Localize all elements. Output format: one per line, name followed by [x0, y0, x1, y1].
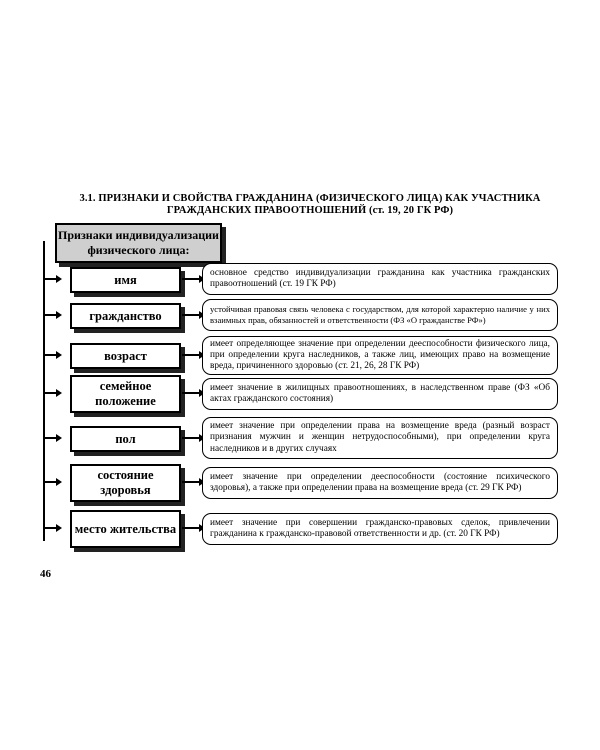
description-text: имеет значение в жилищных правоотношениях, в наследственном праве (ФЗ «Об актах гражданского состояния)	[210, 382, 550, 404]
term-box	[70, 510, 181, 548]
term-label: состояние здоровья	[97, 468, 154, 497]
connector-arrow	[43, 481, 57, 483]
description-text: имеет значение при совершении гражданско-правовых сделок, привлечении гражданина к гражданско-правовой ответственности и др. (ст. 20 ГК РФ)	[210, 517, 550, 539]
description-text: имеет значение при определении дееспособности (состояние психического здоровья), а также при определении права на возмещение вреда (ст. 29 ГК РФ)	[210, 471, 550, 493]
description-box	[202, 336, 558, 375]
term-label: место жительства	[74, 521, 177, 536]
term-box	[70, 303, 181, 329]
description-box	[202, 467, 558, 499]
term-label: возраст	[104, 348, 147, 363]
arrow-right	[182, 527, 202, 529]
description-box	[202, 299, 558, 331]
description-text: имеет значение при определении права на возмещение вреда (разный возраст признания мужчин и женщин нетрудоспособными), при определении круга наследников и в других случаях	[210, 420, 550, 454]
term-box	[70, 426, 181, 452]
page-number: 46	[40, 568, 51, 580]
vertical-connector	[43, 241, 45, 541]
description-text: имеет определяющее значение при определении дееспособности физического лица, при определении круга наследников, а также лиц, имеющих право на возмещение вреда, причиненного здоровью (ст. 21, 26, 28 ГК РФ)	[210, 339, 550, 371]
arrow-right	[182, 437, 202, 439]
section-title-line-1: 3.1. ПРИЗНАКИ И СВОЙСТВА ГРАЖДАНИНА (ФИЗИЧЕСКОГО ЛИЦА) КАК УЧАСТНИКА	[79, 193, 541, 204]
description-text: основное средство индивидуализации гражданина как участника гражданских правоотношений (ст. 19 ГК РФ)	[210, 267, 550, 289]
header-box	[55, 223, 222, 263]
term-label: семейное положение	[95, 379, 156, 408]
description-text: устойчивая правовая связь человека с государством, для которой характерно наличие у них взаимных прав, обязанностей и ответственности (ФЗ «О гражданстве РФ»)	[210, 304, 550, 325]
term-label: пол	[115, 431, 136, 446]
term-box	[70, 375, 181, 413]
description-box	[202, 378, 558, 410]
term-label: имя	[114, 272, 137, 287]
section-title	[40, 193, 580, 217]
term-box	[70, 464, 181, 502]
section-title-line-2: ГРАЖДАНСКИХ ПРАВООТНОШЕНИЙ (ст. 19, 20 ГК РФ)	[166, 205, 454, 216]
term-box	[70, 343, 181, 369]
term-box	[70, 267, 181, 293]
connector-arrow	[43, 354, 57, 356]
header-line-2: физического лица:	[87, 243, 190, 257]
header-line-1: Признаки индивидуализации	[58, 228, 219, 242]
arrow-right	[182, 354, 202, 356]
arrow-right	[182, 392, 202, 394]
connector-arrow	[43, 392, 57, 394]
term-label: гражданство	[89, 308, 162, 323]
connector-arrow	[43, 527, 57, 529]
description-box	[202, 263, 558, 295]
connector-arrow	[43, 437, 57, 439]
description-box	[202, 417, 558, 459]
connector-arrow	[43, 278, 57, 280]
description-box	[202, 513, 558, 545]
arrow-right	[182, 278, 202, 280]
connector-arrow	[43, 314, 57, 316]
arrow-right	[182, 314, 202, 316]
arrow-right	[182, 481, 202, 483]
